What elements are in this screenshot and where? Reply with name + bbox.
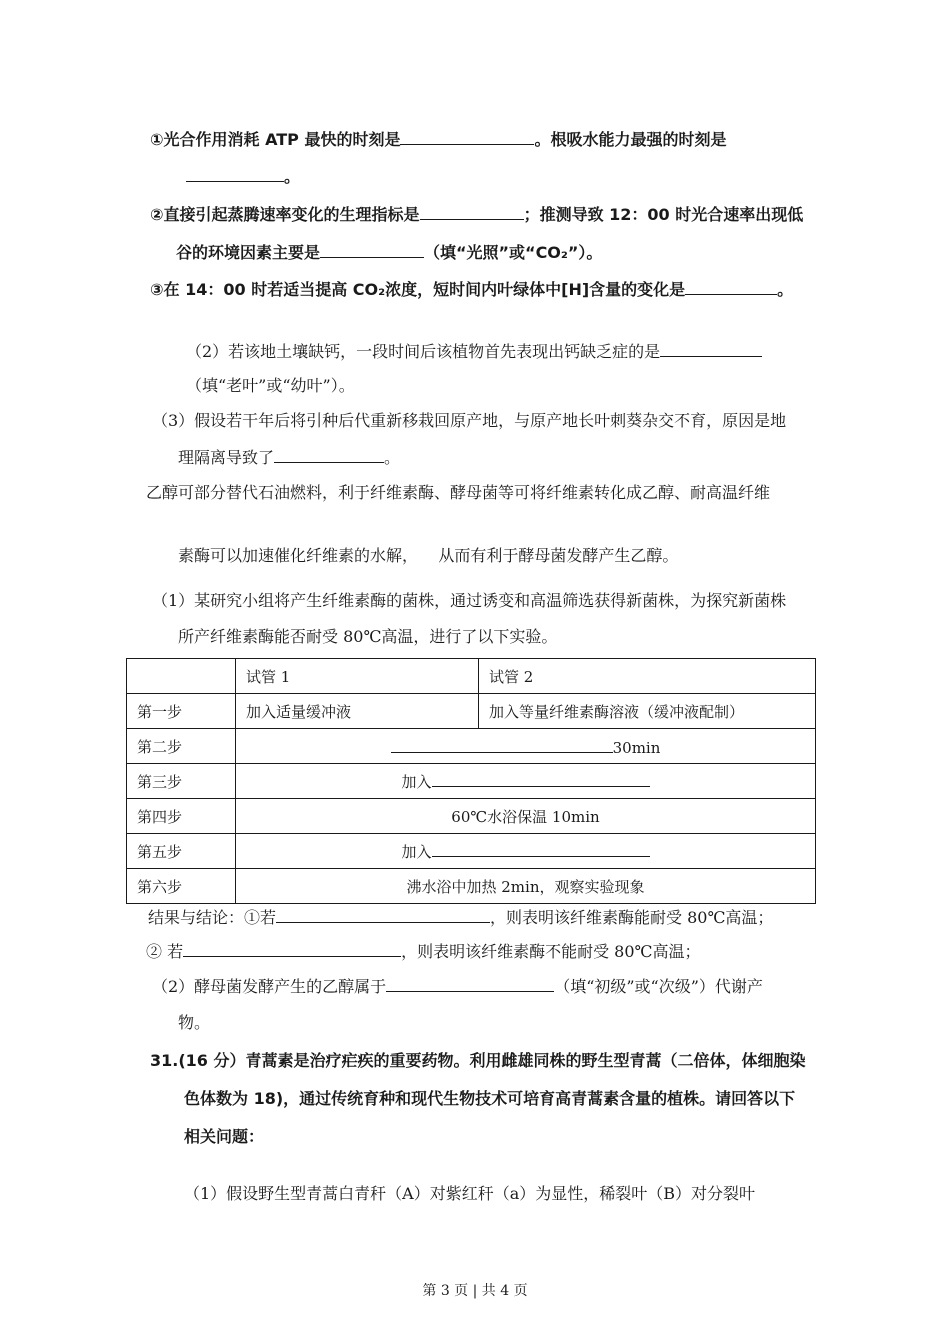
answer-blank[interactable] [660,340,762,357]
table-row [127,834,816,869]
answer-blank[interactable] [685,278,777,295]
table-row [127,694,816,729]
result-conclusion-1: 结果与结论：①若 ，则表明该纤维素酶能耐受 80℃高温； [148,908,774,927]
intro-paragraph-cont: 素酶可以加速催化纤维素的水解， 从而有利于酵母菌发酵产生乙醇。 [178,546,679,565]
question-1-1-cont: 。 [186,165,300,188]
question-1-2-cont: 谷的环境因素主要是 （填“光照”或“CO₂”）。 [176,243,603,262]
experiment-table [126,658,816,904]
question-31-cont: 色体数为 18)，通过传统育种和现代生物技术可培育高青蒿素含量的植株。请回答以下 [184,1089,796,1108]
table-cell: 沸水浴中加热 2min，观察实验现象 [236,869,816,904]
question-1-3: ③在 14：00 时若适当提高 CO₂浓度，短时间内叶绿体中[H]含量的变化是 。 [150,280,794,299]
answer-blank[interactable] [432,840,650,857]
step-label: 第一步 [127,694,236,729]
answer-blank[interactable] [186,165,284,182]
table-cell: 加入等量纤维素酶溶液（缓冲液配制） [479,694,816,729]
table-cell: 30min [236,729,816,764]
table-row [127,869,816,904]
table-row [127,799,816,834]
answer-blank[interactable] [420,203,524,220]
question-2: （2）若该地土壤缺钙，一段时间后该植物首先表现出钙缺乏症的是 [186,340,762,363]
table-cell: 加入 [236,834,816,869]
answer-blank[interactable] [276,906,490,923]
question-31-1: （1）假设野生型青蒿白青秆（A）对紫红秆（a）为显性，稀裂叶（B）对分裂叶 [184,1184,756,1203]
step-label: 第二步 [127,729,236,764]
question-1-1: ①光合作用消耗 ATP 最快的时刻是 。根吸水能力最强的时刻是 [150,130,727,149]
table-cell [127,659,236,694]
answer-blank[interactable] [432,770,650,787]
question-1-2: ②直接引起蒸腾速率变化的生理指标是 ；推测导致 12：00 时光合速率出现低 [150,205,804,224]
question-3: （3）假设若干年后将引种后代重新移栽回原产地，与原产地长叶刺葵杂交不育，原因是地 [152,411,787,430]
table-row [127,764,816,799]
question-31-cont: 相关问题： [184,1127,265,1146]
question-3-cont: 理隔离导致了 。 [178,448,401,467]
experiment-question-1: （1）某研究小组将产生纤维素酶的菌株，通过诱变和高温筛选获得新菌株，为探究新菌株 [152,591,787,610]
table-header-tube1: 试管 1 [236,659,479,694]
experiment-question-1-cont: 所产纤维素酶能否耐受 80℃高温，进行了以下实验。 [178,627,558,646]
answer-blank[interactable] [386,975,554,992]
table-cell: 加入 [236,764,816,799]
answer-blank[interactable] [183,940,401,957]
experiment-question-2: （2）酵母菌发酵产生的乙醇属于 （填“初级”或“次级”）代谢产 [152,977,763,996]
step-label: 第三步 [127,764,236,799]
step-label: 第六步 [127,869,236,904]
step-label: 第五步 [127,834,236,869]
answer-blank[interactable] [400,128,534,145]
question-2-cont: （填“老叶”或“幼叶”）。 [186,376,355,395]
step-label: 第四步 [127,799,236,834]
table-header-row [127,659,816,694]
answer-blank[interactable] [320,241,424,258]
page-footer: 第 3 页 | 共 4 页 [422,1283,528,1299]
experiment-question-2-cont: 物。 [178,1013,211,1032]
intro-paragraph: 乙醇可部分替代石油燃料，利于纤维素酶、酵母菌等可将纤维素转化成乙醇、耐高温纤维 [146,483,771,502]
table-row [127,729,816,764]
table-cell: 60℃水浴保温 10min [236,799,816,834]
result-conclusion-2: ② 若 ，则表明该纤维素酶不能耐受 80℃高温； [146,942,701,961]
table-header-tube2: 试管 2 [479,659,816,694]
table-cell: 加入适量缓冲液 [236,694,479,729]
answer-blank[interactable] [391,736,613,753]
question-31: 31.(16 分）青蒿素是治疗疟疾的重要药物。利用雌雄同株的野生型青蒿（二倍体，体细胞染 [150,1051,806,1070]
answer-blank[interactable] [274,446,384,463]
